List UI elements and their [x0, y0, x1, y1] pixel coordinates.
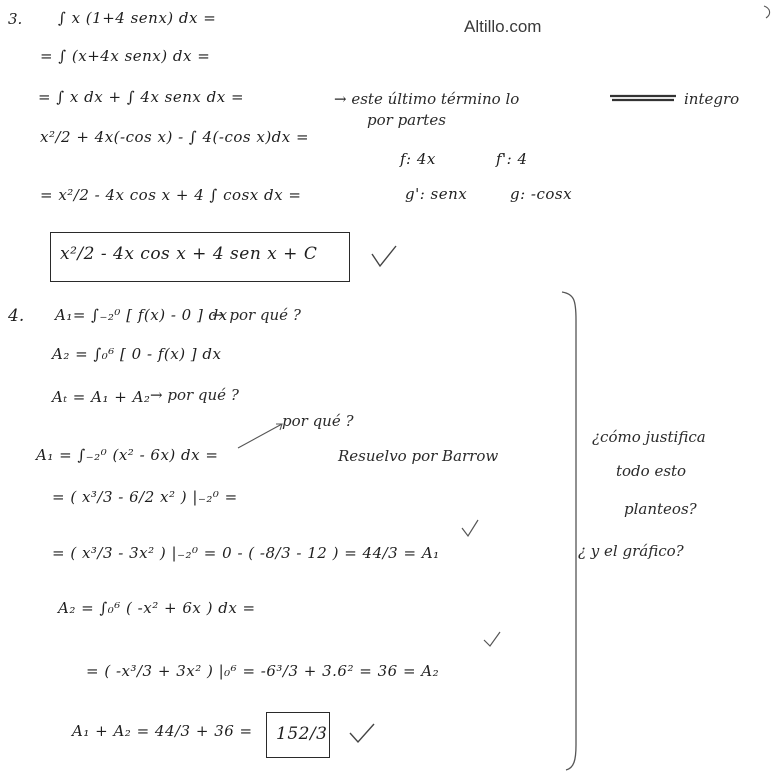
check-mark-2 — [462, 520, 478, 536]
exercise-3-result: x²/2 - 4x cos x + 4 sen x + C — [60, 244, 318, 264]
exercise-4-a1-definition: A₁= ∫₋₂⁰ [ f(x) - 0 ] dx — [55, 306, 228, 324]
exercise-3-number: 3. — [8, 10, 23, 28]
exercise-4-at-definition: Aₜ = A₁ + A₂ — [52, 388, 151, 406]
side-comment-line-3: planteos? — [624, 500, 697, 518]
exercise-3-note-tail: integro — [684, 90, 740, 108]
exercise-4-result: 152/3 — [276, 724, 328, 744]
exercise-3-line-3: = ∫ x dx + ∫ 4x senx dx = — [38, 88, 245, 106]
exercise-3-note-arrow: → este último término lo — [334, 90, 520, 108]
side-comment-line-4: ¿ y el gráfico? — [578, 542, 684, 560]
exercise-4-barrow-note: Resuelvo por Barrow — [338, 447, 499, 465]
exercise-3-note-parts: por partes — [367, 111, 446, 129]
exercise-3-line-1: ∫ x (1+4 senx) dx = — [58, 9, 217, 27]
exercise-4-a1-line-2: = ( x³/3 - 6/2 x² ) |₋₂⁰ = — [52, 488, 238, 506]
exercise-3-f: f: 4x — [400, 150, 436, 168]
side-comment-line-1: ¿cómo justifica — [592, 428, 706, 446]
arrow-to-note — [238, 424, 282, 448]
exercise-4-sum-line: A₁ + A₂ = 44/3 + 36 = — [72, 722, 253, 740]
exercise-4-a1-line-1: A₁ = ∫₋₂⁰ (x² - 6x) dx = — [36, 446, 219, 464]
exercise-4-a2-definition: A₂ = ∫₀⁶ [ 0 - f(x) ] dx — [52, 345, 222, 363]
exercise-4-a2-line-2: = ( -x³/3 + 3x² ) |₀⁶ = -6³/3 + 3.6² = 36 = A₂ — [86, 662, 440, 680]
exercise-3-gp: g: -cosx — [510, 185, 573, 203]
check-mark-3 — [484, 632, 500, 646]
exercise-4-a2-line-1: A₂ = ∫₀⁶ ( -x² + 6x ) dx = — [58, 599, 256, 617]
exercise-3-line-5: = x²/2 - 4x cos x + 4 ∫ cosx dx = — [40, 186, 302, 204]
exercise-3-line-2: = ∫ (x+4x senx) dx = — [40, 47, 211, 65]
corner-mark — [764, 6, 770, 18]
exercise-3-g: g': senx — [405, 185, 468, 203]
watermark: Altillo.com — [464, 17, 542, 36]
bracket — [562, 292, 576, 770]
exercise-4-at-question: → por qué ? — [150, 386, 239, 404]
side-comment-line-2: todo esto — [616, 462, 687, 480]
exercise-4-a1-line-3: = ( x³/3 - 3x² ) |₋₂⁰ = 0 - ( -8/3 - 12 ) = 44/3 = A₁ — [52, 544, 440, 562]
exercise-3-line-4: x²/2 + 4x(-cos x) - ∫ 4(-cos x)dx = — [40, 128, 310, 146]
exercise-4-porque-note: por qué ? — [282, 412, 354, 430]
exercise-4-number: 4. — [8, 306, 25, 326]
scribble — [610, 96, 676, 100]
exercise-4-a1-question: → por qué ? — [212, 306, 301, 324]
check-mark-4 — [350, 724, 374, 742]
check-mark-1 — [372, 246, 396, 266]
exercise-3-fp: f': 4 — [496, 150, 528, 168]
